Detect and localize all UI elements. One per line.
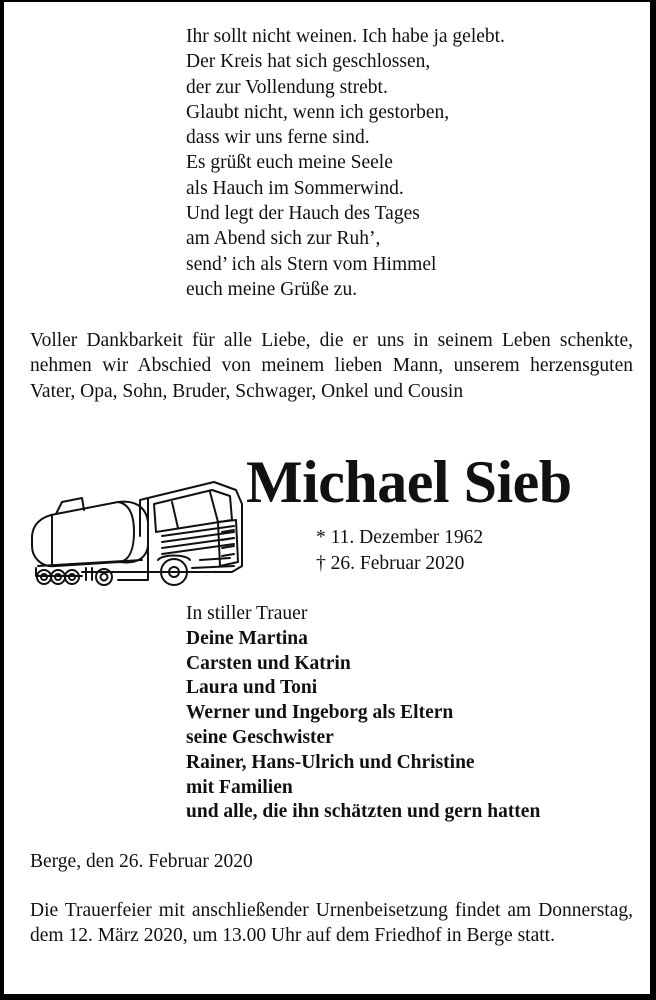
mourner-name: seine Geschwister (186, 726, 334, 748)
mourner-name: Rainer, Hans-Ulrich und Christine (186, 751, 475, 773)
mourner-name: Deine Martina (186, 627, 308, 649)
poem-line: als Hauch im Sommerwind. (186, 177, 404, 199)
mourners-list (186, 602, 540, 825)
poem-line: euch meine Grüße zu. (186, 278, 358, 300)
mourner-name: mit Familien (186, 776, 293, 798)
place-date: Berge, den 26. Februar 2020 (30, 851, 253, 872)
tanker-truck-icon (22, 476, 244, 592)
poem-line: am Abend sich zur Ruh’, (186, 228, 381, 250)
deceased-name: Michael Sieb (246, 449, 572, 515)
funeral-info: Die Trauerfeier mit anschließender Urnenbeisetzung findet am Donnerstag, dem 12. März 2020, um 13.00 Uhr auf dem Friedhof in Berge statt. (30, 900, 633, 947)
death-date: † 26. Februar 2020 (316, 552, 465, 574)
mourner-name: Carsten und Katrin (186, 652, 351, 674)
mourning-phrase: In stiller Trauer (186, 603, 308, 624)
poem-line: Ihr sollt nicht weinen. Ich habe ja gelebt. (186, 26, 505, 47)
poem-line: Der Kreis hat sich geschlossen, (186, 51, 431, 73)
life-dates (316, 525, 483, 576)
mourner-name: und alle, die ihn schätzten und gern hatten (186, 801, 541, 823)
poem-line: Es grüßt euch meine Seele (186, 152, 393, 174)
mourner-name: Werner und Ingeborg als Eltern (186, 702, 454, 724)
poem-line: send’ ich als Stern vom Himmel (186, 253, 437, 275)
mourner-name: Laura und Toni (186, 677, 318, 699)
poem-line: Glaubt nicht, wenn ich gestorben, (186, 101, 450, 123)
intro-text: Voller Dankbarkeit für alle Liebe, die er uns in seinem Leben schenkte, nehmen wir Abschied von meinem lieben Mann, unserem herzensguten Vater, Opa, Sohn, Bruder, Schwager, Onkel und Cousin (30, 330, 633, 402)
poem-line: der zur Vollendung strebt. (186, 76, 388, 98)
poem-line: dass wir uns ferne sind. (186, 127, 370, 149)
poem-line: Und legt der Hauch des Tages (186, 203, 420, 225)
poem (186, 24, 505, 302)
birth-date: * 11. Dezember 1962 (316, 527, 484, 548)
